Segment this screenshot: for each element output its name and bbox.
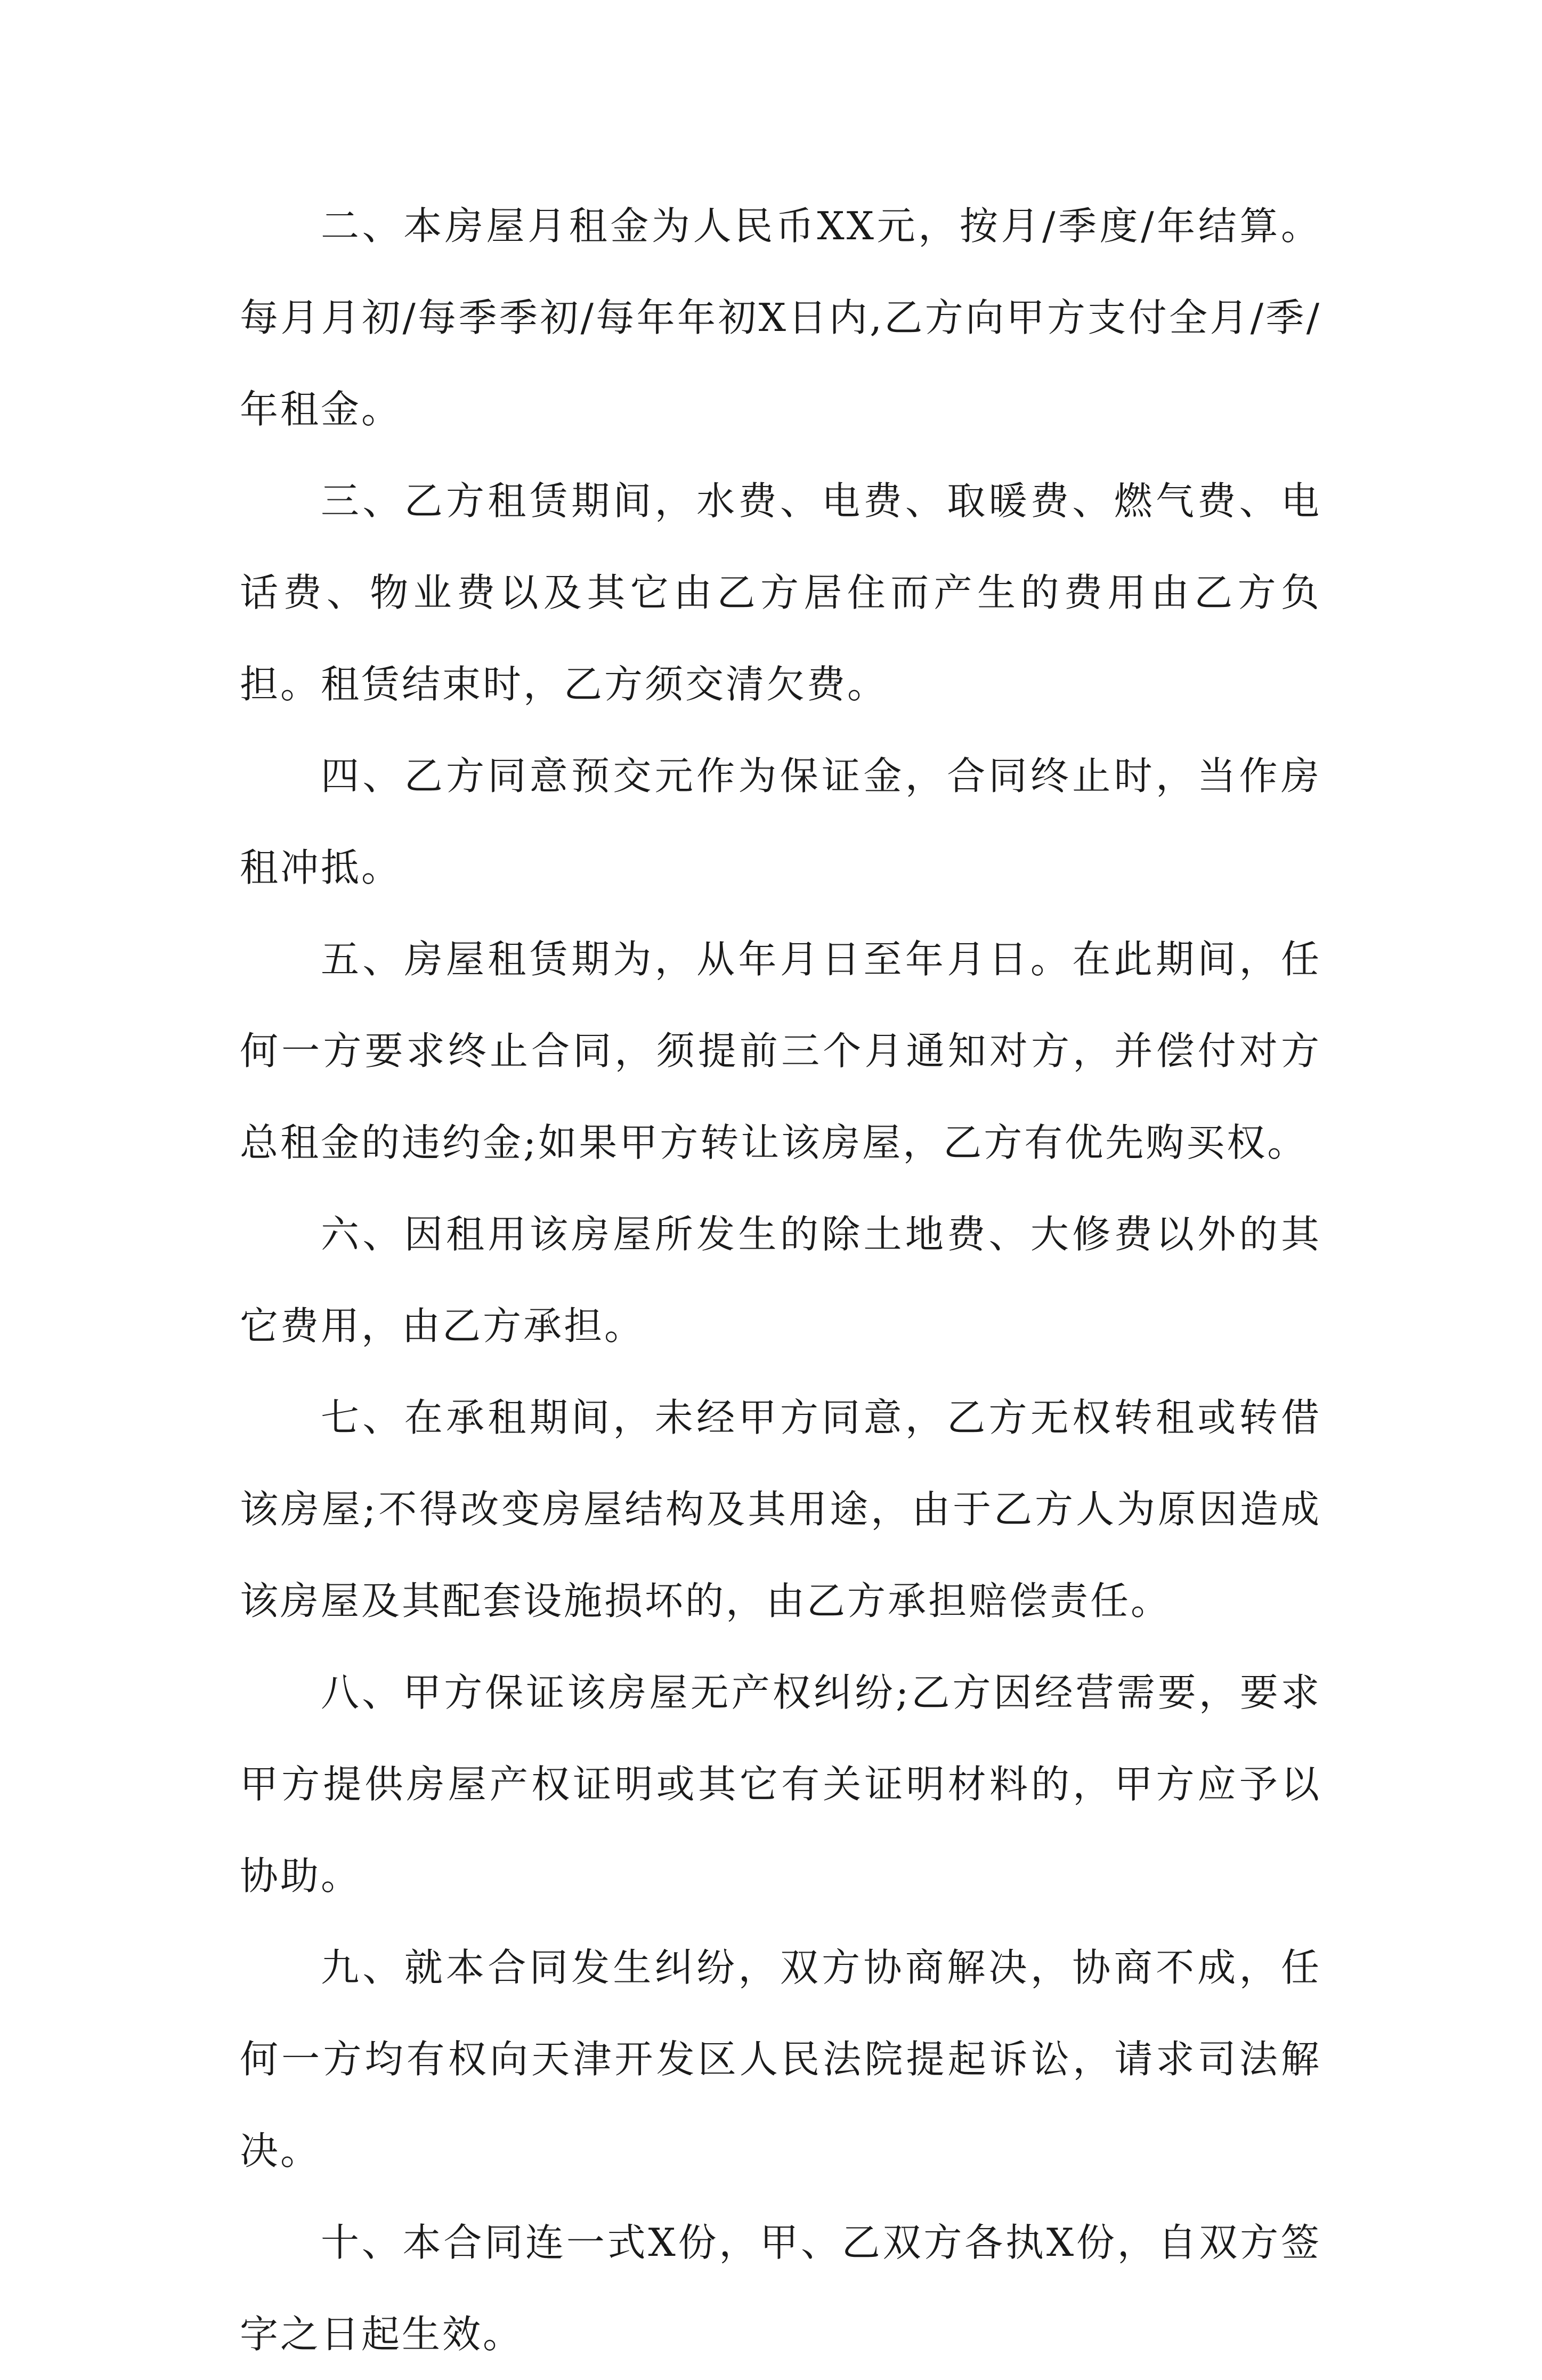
clause-6-expenses: 六、因租用该房屋所发生的除土地费、大修费以外的其它费用，由乙方承担。: [240, 1212, 1321, 1348]
clause-7-sublease: 七、在承租期间，未经甲方同意，乙方无权转租或转借该房屋;不得改变房屋结构及其用途，由于乙方人为原因造成该房屋及其配套设施损坏的，由乙方承担赔偿责任。: [240, 1395, 1321, 1623]
clause-8-ownership: 八、甲方保证该房屋无产权纠纷;乙方因经营需要，要求甲方提供房屋产权证明或其它有关证明材料的，甲方应予以协助。: [240, 1670, 1321, 1898]
clause-2-rent: 二、本房屋月租金为人民币XX元，按月/季度/年结算。每月月初/每季季初/每年年初X日内,乙方向甲方支付全月/季/年租金。: [240, 204, 1321, 432]
clause-4-deposit: 四、乙方同意预交元作为保证金，合同终止时，当作房租冲抵。: [240, 754, 1321, 890]
clause-10-copies: 十、本合同连一式X份，甲、乙双方各执X份，自双方签字之日起生效。: [240, 2220, 1321, 2357]
clause-9-disputes: 九、就本合同发生纠纷，双方协商解决，协商不成，任何一方均有权向天津开发区人民法院提起诉讼，请求司法解决。: [240, 1945, 1321, 2173]
clause-5-term: 五、房屋租赁期为，从年月日至年月日。在此期间，任何一方要求终止合同，须提前三个月通知对方，并偿付对方总租金的违约金;如果甲方转让该房屋，乙方有优先购买权。: [240, 937, 1321, 1165]
clause-3-fees: 三、乙方租赁期间，水费、电费、取暖费、燃气费、电话费、物业费以及其它由乙方居住而产生的费用由乙方负担。租赁结束时，乙方须交清欠费。: [240, 479, 1321, 707]
contract-body: [240, 180, 1321, 2380]
